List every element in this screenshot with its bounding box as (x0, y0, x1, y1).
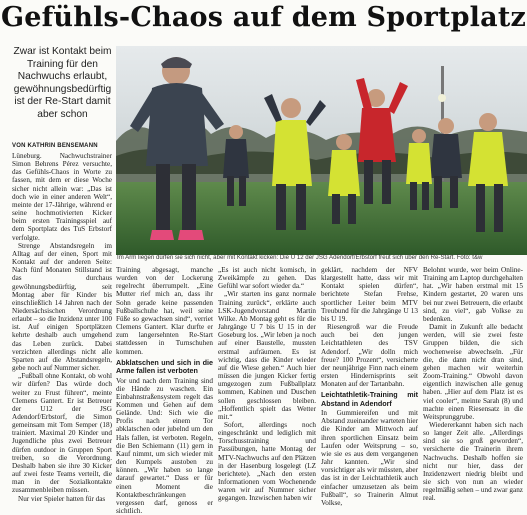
paragraph: Strenge Abstandsregeln im Alltag auf der einen, Sport mit Kontakt auf der anderen Seite: Nach fünf Monaten Stillstand ist das durchaus gewöhnungsbedürftig, seit Montag aber für Kinder bis einschließlich 14 Jahren nach der Niedersächsischen Verordnung erlaubt – so die Inzidenz unter 100 ist. Auf einigen Sportplätzen kehrte deshalb auch umgehend das Leben zurück. Dabei verzichten allerdings nicht alle Sparten auf die Abstandsregeln, gebe noch auf Nummer sicher. (12, 241, 112, 373)
photo-caption: Im Arm liegen dürfen sie sich nicht, aber mit Kontakt kicken: Die U 12 der JSG Adendorf/Erbstorf freut sich über den Re-Start. Foto: t&w (117, 254, 483, 261)
paragraph: Riesengroß war die Freude auch bei den jungen Leichtathleten des TSV Adendorf. „Wir dolln mich freue? 100 Prozent“, versicherte der neunjährige Finn nach einem ersten Hindernisprints seit Monaten auf der Tartanbahn. (321, 323, 418, 389)
paragraph: Belohnt wurde, wer beim Online-Training am Laptop durchgehalten hat. „Wir haben erstmal mit 15 Kindern gestartet, 20 waren uns bei nur zwei Betreuern, die erlaubt sind, zu viel“, gab Volkse zu bedenken. (423, 266, 523, 323)
byline: VON KATHRIN BENSEMANN (12, 143, 98, 149)
teaser: Zwar ist Kontakt beim Training für den Nachwuchs erlaubt, gewöhnungsbedürftig ist der Re-Start damit aber schon (13, 46, 112, 120)
column-2 (116, 266, 213, 515)
paragraph: „Wir starten ins ganz normale Training zurück“, erklärte auch LSK-Jugendvorstand Martin Wilke. Ab Montag geht es für die Jahrgänge U 7 bis U 15 in der Goseburg los. „Wir leben ja noch auf einer Baustelle, mussten erstmal aufräumen. Es ist wichtig, dass die Kinder wieder auf die Wiese gehen.“ Auch hier müssen die jungen Kicker fertig umgezogen zum Fußballplatz kommen, Kabinen und Duschen sollen geschlossen bleiben. „Hoffentlich spielt das Wetter mit.“ (218, 290, 316, 421)
subheading: Leichtathletik-Training mit Abstand in Adendorf (321, 390, 418, 408)
paragraph: Sofort, allerdings noch eingeschränkt und lediglich mit Torschusstraining und Passübungen, hatte Montag der MTV-Nachwuchs auf den Plätzen in der Hasenburg losgelegt (LZ berichtete). „Nach den ersten Informationen vom Wochenende waren wir auf Nummer sicher gegangen. Inzwischen haben wir (218, 420, 316, 503)
subheading: Abklatschen und sich in die Arme fallen ist verboten (116, 357, 213, 376)
paragraph: Lüneburg. Nachwuchstrainer Simon Behrens Pérez versuchte, das Gefühls-Chaos in Worte zu fassen, mit dem er diese Woche sicher nicht allein war: „Das ist doch wie in einer anderen Welt“, meinte der 17-Jährige, während er seine hochmotivierten Kicker beim ersten Trainingsspiel auf dem Sportplatz des TuS Erbstorf verfolgte. (12, 152, 112, 242)
photo-illustration (116, 46, 527, 255)
paragraph: Training abgesagt, manche wurden von der Lockerung regelrecht überrumpelt. „Eine Mutter rief mich an, dass ihr Sohn gerade keine passenden Fußballschuhe hat, weil seine Füße so gewachsen sind“, verriet Clemens Gantert. Klar durfte er zum langersehnten Re-Start stattdessen in Turnschuhen kommen. (116, 266, 213, 356)
paragraph: In Gummiereifen und mit Abstand zueinander warteten hier die Kinder am Mittwoch auf ihren sportlichen Einsatz beim Laufen oder Weitsprung – so, wie sie es aus dem vergangenen Jahr kannten. „Wir sind vorsichtiger als wir müssten, aber das ist in der Leichtathletik auch einfacher umzusetzen als beim Fußball“, so Trainerin Almut Volkse, (321, 409, 418, 507)
column-4 (321, 266, 418, 507)
column-5 (423, 266, 523, 503)
column-3 (218, 266, 316, 503)
headline: Gefühls-Chaos auf dem Sportplatz (0, 2, 527, 33)
column-1 (12, 152, 112, 503)
paragraph: „Es ist auch nicht komisch, in Zweikämpfe zu gehen. Das Gefühl war sofort wieder da.“ (218, 266, 316, 291)
paragraph: „Fußball ohne Kontakt, ob wohl wir dürfen? Das würde doch weiter zu Frust führen“, meinte Clemens Gantert. Er ist Betreuer der U12 der JSG Adendorf/Erbstorf, die Simon gemeinsam mit Tom Semper (18) trainiert. Maximal 20 Kinder und Jugendliche plus zwei Betreuer dürfen outdoor in Gruppen Sport treiben, so die Verordnung. Deshalb haben sie ihre 30 Kicker auf zwei feste Teams verteilt, die man in der Sozialkontakte zusammenbleiben müssen. (12, 372, 112, 495)
paragraph: Nur vier Spieler hatten für das (18, 494, 106, 503)
paragraph: geklärt, nachdem der NFV klargestellt hatte, dass wir mit Kontakt spielen dürfen“, berichtete Stefan Frehse, sportlicher Leiter beim MTV Treubund für die Jahrgänge U 13 bis U 19. (321, 266, 418, 323)
article-photo (116, 46, 527, 255)
paragraph: Vor und nach dem Training sind die Hände zu waschen. Ein Einbahnstraßensystem regelt das Kommen und Gehen auf dem Gelände. Und: Sich wie die Profis nach einem Tor abklatschen oder jubelnd um den Hals fallen, ist verboten. Regeln, die Ben Schiemann (11) gern in Kauf nimmt, um sich wieder mit den Kumpels austoben zu können. „Wir haben so lange darauf gewartet.“ Dass er für einen Moment die Kontaktbeschränkungen vergessen darf, genoss er sichtlich. (116, 376, 213, 515)
paragraph: Damit in Zukunft alle bedacht werden, will sie zwei feste Gruppen bilden, die sich wochenweise abwechseln. „Für die, die dann nicht dran sind, gehen machen wir weiterhin Zoom-Training.“ Obwohl davon eigentlich inzwischen alle genug haben. „Hier auf dem Platz ist es viel cooler“, meinte Sarah (8) und machte einen Riesensatz in die Weitsprunggrube. (423, 323, 523, 421)
paragraph: Wiedererkannt haben sich nach so langer Zeit alle. „Allerdings sind sie so groß geworden“, versicherte die Trainerin ihrem Nachwuchs. Deshalb hoffen sie nicht nur hier, dass der Inzidenzwert niedrig bleibt und sie sich von nun an wieder regelmäßig sehen – und zwar ganz real. (423, 420, 523, 503)
